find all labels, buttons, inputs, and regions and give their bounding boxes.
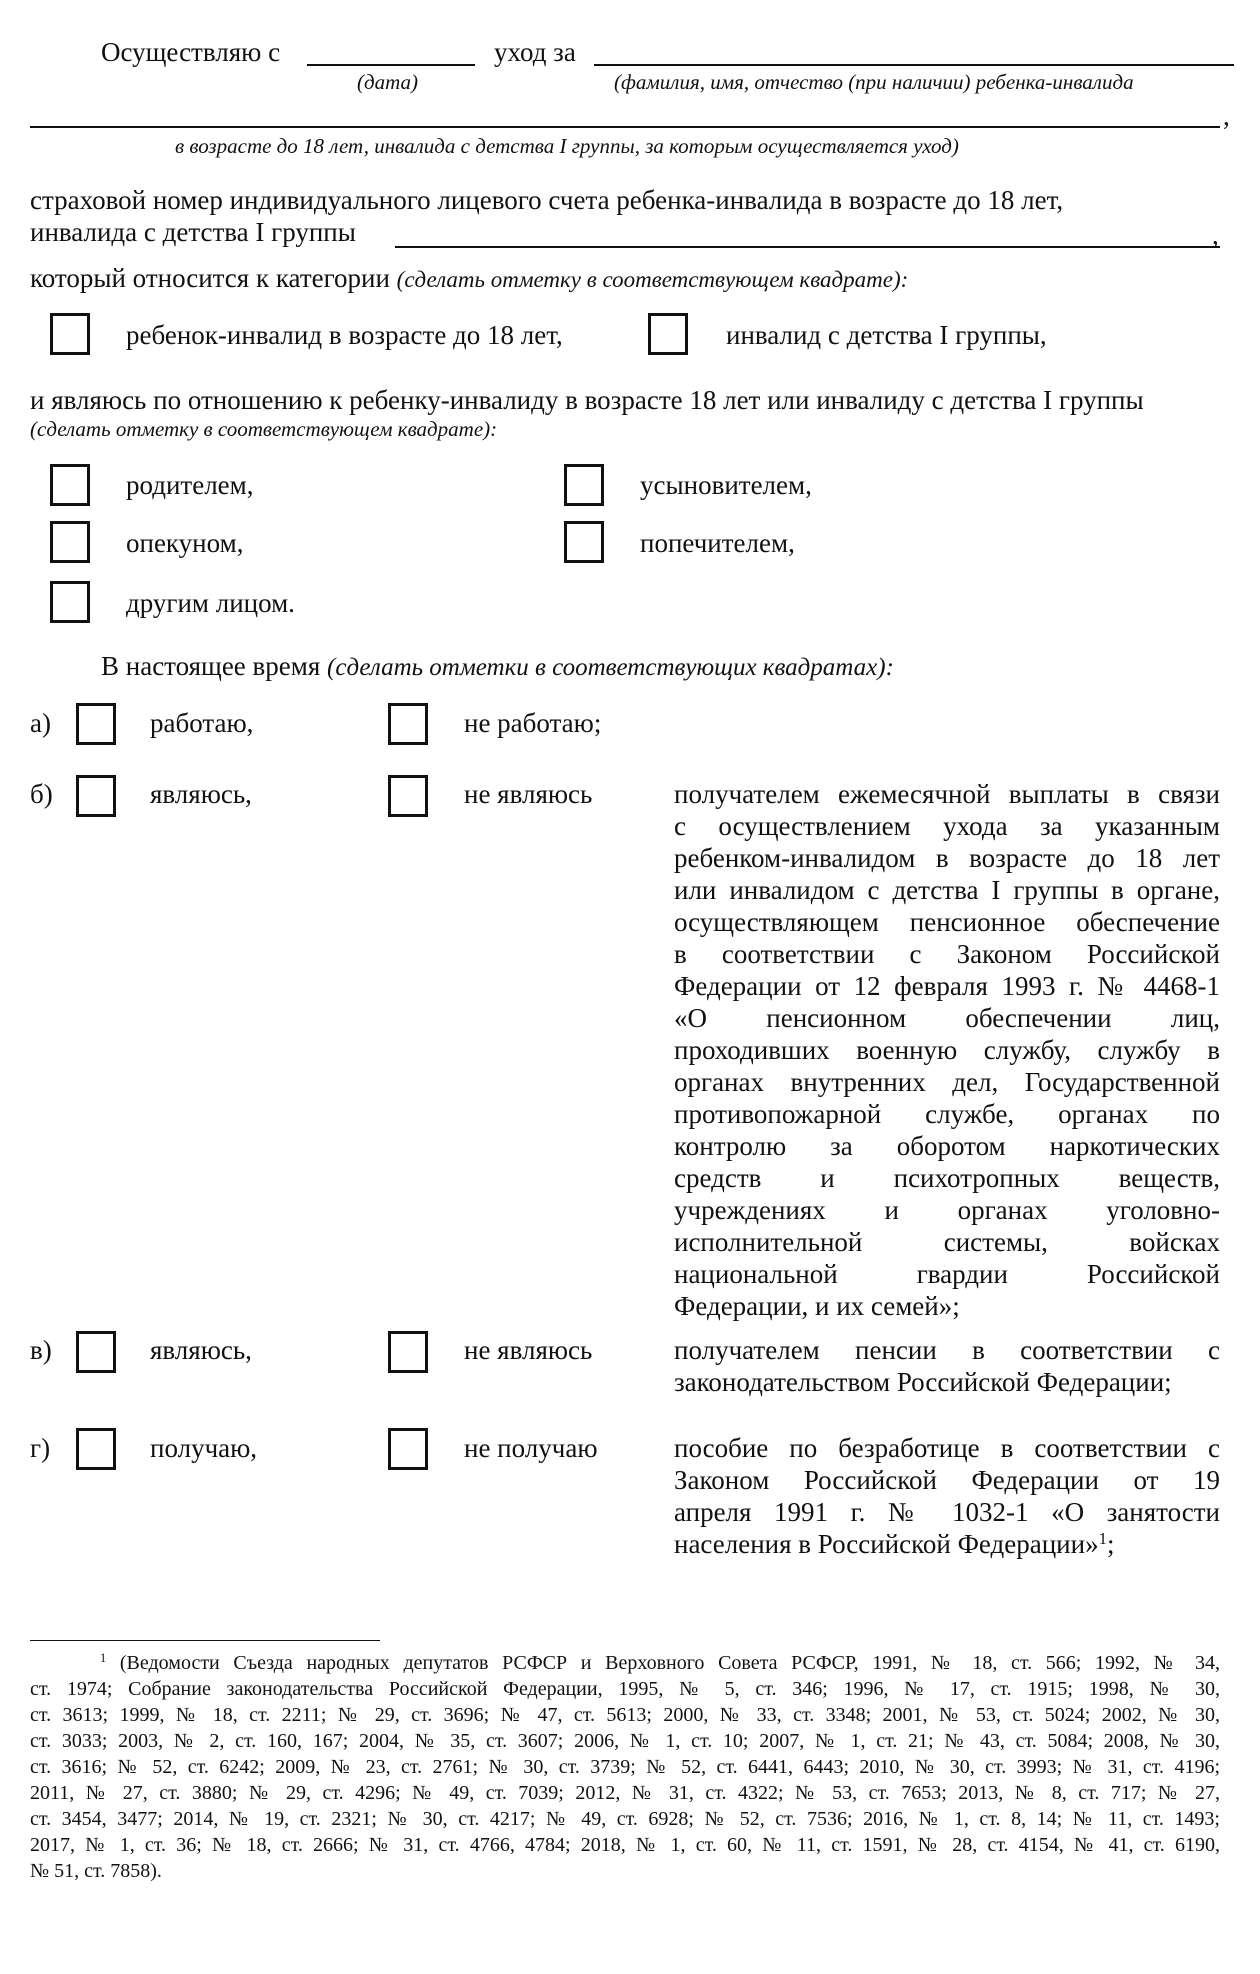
item-b-desc-line: получателем ежемесячной выплаты в связи [674,779,1220,809]
item-b-yes-checkbox[interactable] [76,775,116,817]
adoptive-parent-label: усыновителем, [640,470,812,500]
item-d-desc-line: Законом Российской Федерации от 19 [674,1465,1220,1495]
item-b-desc-line: органах внутренних дел, Государственной [674,1067,1220,1097]
child-disabled-label: ребенок-инвалид в возрасте до 18 лет, [126,320,563,350]
line-comma: , [1223,101,1230,131]
item-d-desc-line: пособие по безработице в соответствии с [674,1433,1220,1463]
current-status-hint: (сделать отметки в соответствующих квадратах): [327,654,894,681]
child-name-field-continued[interactable] [30,126,1220,128]
item-d-letter: г) [30,1433,51,1463]
category-hint: (сделать отметку в соответствующем квадрате): [396,267,909,292]
item-c-yes-checkbox[interactable] [76,1331,116,1373]
item-b-desc-line: осуществляющем пенсионное обеспечение [674,907,1220,937]
item-a-no-checkbox[interactable] [388,703,428,745]
child-disabled-checkbox[interactable] [50,313,90,355]
other-person-checkbox[interactable] [50,581,90,623]
footnote-line: 2011, № 27, ст. 3880; № 29, ст. 4296; № 49, ст. 7039; 2012, № 31, ст. 4322; № 53, ст. 7653; 2013, № 8, ст. 717; № 27, [30,1782,1220,1804]
item-d-desc-line-last: населения в Российской Федерации»$^1$; [674,1528,1115,1559]
item-b-desc-line: ребенком-инвалидом в возрасте до 18 лет [674,843,1220,873]
parent-label: родителем, [126,470,254,500]
relation-hint: (сделать отметку в соответствующем квадрате): [30,417,498,441]
footnote-line: ст. 1974; Собрание законодательства Российской Федерации, 1995, № 5, ст. 346; 1996, № 17, ст. 1915; 1998, № 30, [30,1678,1220,1700]
item-b-desc-line: контролю за оборотом наркотических [674,1131,1220,1161]
snils-comma: , [1212,220,1219,250]
item-a-yes-label: работаю, [150,708,254,738]
item-b-desc-line: в соответствии с Законом Российской [674,939,1220,969]
item-d-no-label: не получаю [464,1433,598,1463]
snils-text-line1: страховой номер индивидуального лицевого счета ребенка-инвалида в возрасте до 18 лет, [30,185,1064,215]
date-caption: (дата) [357,70,419,94]
item-d-desc-line: апреля 1991 г. № 1032-1 «О занятости [674,1497,1220,1527]
item-b-desc-line: Федерации от 12 февраля 1993 г. № 4468-1 [674,971,1220,1001]
item-b-desc-line: противопожарной службе, органах по [674,1099,1220,1129]
item-d-no-checkbox[interactable] [388,1428,428,1470]
age-caption: в возрасте до 18 лет, инвалида с детства I группы, за которым осуществляется уход) [175,134,959,158]
item-b-desc-line: исполнительной системы, войсках [674,1227,1220,1257]
item-a-no-label: не работаю; [464,708,602,738]
adoptive-parent-checkbox[interactable] [564,464,604,506]
item-c-desc-line: получателем пенсии в соответствии с [674,1335,1220,1365]
date-field[interactable] [307,64,475,66]
item-b-desc-line: проходивших военную службу, службу в [674,1035,1220,1065]
item-a-yes-checkbox[interactable] [76,703,116,745]
footnote-line: ст. 3613; 1999, № 18, ст. 2211; № 29, ст. 3696; № 47, ст. 5613; 2000, № 33, ст. 3348; 2001, № 53, ст. 5024; 2002, № 30, [30,1704,1220,1726]
snils-field[interactable] [395,246,1220,248]
guardian-label: опекуном, [126,528,244,558]
item-b-no-label: не являюсь [464,779,593,809]
trustee-label: попечителем, [640,528,795,558]
disabled-since-childhood-checkbox[interactable] [648,313,688,355]
item-d-yes-label: получаю, [150,1433,258,1463]
other-person-label: другим лицом. [126,588,295,618]
category-text: который относится к категории (сделать отметку в соответствующем квадрате): [30,263,909,293]
item-c-no-checkbox[interactable] [388,1331,428,1373]
item-a-letter: а) [30,708,51,738]
item-d-yes-checkbox[interactable] [76,1428,116,1470]
footnote-line: ст. 3454, 3477; 2014, № 19, ст. 2321; № 30, ст. 4217; № 49, ст. 6928; № 52, ст. 7536; 2016, № 1, ст. 8, 14; № 11, ст. 1493; [30,1808,1220,1830]
care-for-label: уход за [494,37,576,67]
disabled-since-childhood-label: инвалид с детства I группы, [726,320,1047,350]
item-c-desc-line: законодательством Российской Федерации; [674,1367,1172,1397]
footnote-divider [30,1640,380,1641]
footnote-line: $^1$ (Ведомости Съезда народных депутатов РСФСР и Верховного Совета РСФСР, 1991, № 18, ст. 566; 1992, № 34, [100,1651,1221,1674]
care-start-label: Осуществляю с [101,37,281,67]
item-c-yes-label: являюсь, [150,1335,252,1365]
footnote-line: ст. 3033; 2003, № 2, ст. 160, 167; 2004, № 35, ст. 3607; 2006, № 1, ст. 10; 2007, № 1, ст. 21; № 43, ст. 5084; 2008, № 30, [30,1730,1220,1752]
footnote-mark: 1 [100,1651,107,1666]
trustee-checkbox[interactable] [564,521,604,563]
parent-checkbox[interactable] [50,464,90,506]
item-b-desc-line: с осуществлением ухода за указанным [674,811,1220,841]
guardian-checkbox[interactable] [50,521,90,563]
relation-text: и являюсь по отношению к ребенку-инвалиду в возрасте 18 лет или инвалиду с детства I группы [30,385,1144,415]
current-status-text: В настоящее время (сделать отметки в соответствующих квадратах): [101,651,894,681]
name-caption: (фамилия, имя, отчество (при наличии) ребенка-инвалида [614,70,1134,94]
item-b-desc-line: средств и психотропных веществ, [674,1163,1220,1193]
footnote-line: № 51, ст. 7858). [30,1860,162,1882]
item-b-no-checkbox[interactable] [388,775,428,817]
item-b-letter: б) [30,779,53,809]
item-c-no-label: не являюсь [464,1335,593,1365]
footnote-line: 2017, № 1, ст. 36; № 18, ст. 2666; № 31, ст. 4766, 4784; 2018, № 1, ст. 60, № 11, ст. 1591, № 28, ст. 4154, № 41, ст. 6190, [30,1834,1220,1856]
footnote-line: ст. 3616; № 52, ст. 6242; 2009, № 23, ст. 2761; № 30, ст. 3739; № 52, ст. 6441, 6443; 2010, № 30, ст. 3993; № 31, ст. 4196; [30,1756,1220,1778]
footnote-reference: 1 [1098,1528,1107,1548]
item-b-desc-line: национальной гвардии Российской [674,1259,1220,1289]
child-name-field[interactable] [594,64,1234,66]
snils-text-line2: инвалида с детства I группы [30,217,356,247]
item-b-desc-line: Федерации, и их семей»; [674,1291,960,1321]
item-b-desc-line: или инвалидом с детства I группы в органе, [674,875,1220,905]
item-b-desc-line: «О пенсионном обеспечении лиц, [674,1003,1220,1033]
item-b-yes-label: являюсь, [150,779,252,809]
item-b-desc-line: учреждениях и органах уголовно- [674,1195,1220,1225]
item-c-letter: в) [30,1335,52,1365]
